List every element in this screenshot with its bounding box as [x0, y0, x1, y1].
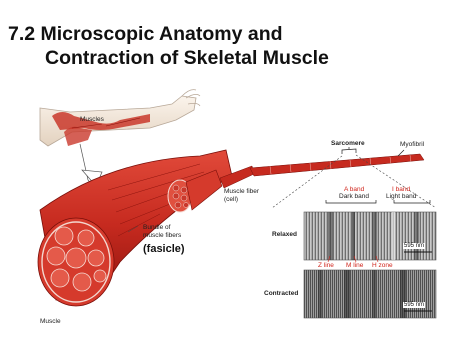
a-band-label: A band	[344, 186, 365, 193]
m-line-label: M line	[346, 262, 364, 269]
contracted-label: Contracted	[264, 290, 299, 297]
dark-band-label: Dark band	[339, 193, 369, 200]
bundle-label: Bundle of muscle fibers	[143, 224, 182, 239]
fasicle-label: (fasicle)	[143, 243, 185, 255]
title-line-1: 7.2 Microscopic Anatomy and	[8, 23, 283, 45]
title-line-2: Contraction of Skeletal Muscle	[45, 47, 329, 69]
light-band-label: Light band	[386, 193, 417, 200]
h-zone-label: H zone	[372, 262, 393, 269]
scale-bar-relaxed-label: 595 nm	[404, 243, 425, 249]
arm-illustration	[40, 90, 200, 146]
z-line-label: Z line	[318, 262, 334, 269]
myofibril-label: Myofibril	[400, 141, 425, 148]
muscle-fiber-label: Muscle fiber (cell)	[224, 188, 260, 203]
relaxed-label: Relaxed	[272, 231, 297, 238]
i-band-label: I band	[392, 186, 411, 193]
sarcomere-label: Sarcomere	[331, 140, 365, 147]
muscle-label: Muscle	[40, 318, 61, 325]
muscles-label: Muscles	[80, 116, 104, 123]
relaxed-micrograph	[304, 212, 436, 260]
myofibril-illustration	[250, 154, 424, 176]
scale-bar-contracted-label: 595 nm	[404, 302, 425, 308]
contracted-micrograph	[304, 270, 436, 318]
